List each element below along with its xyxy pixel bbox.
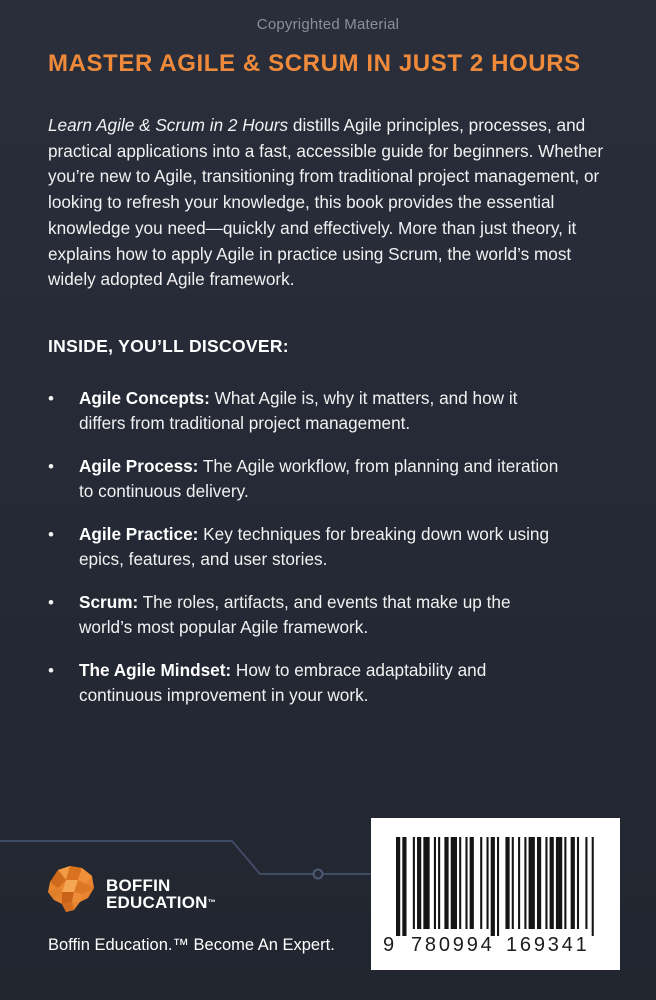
barcode-bar [438, 837, 440, 929]
barcode-bar [402, 837, 406, 936]
intro-paragraph [48, 113, 608, 293]
bullet-icon: • [48, 457, 54, 476]
bullet-term: Agile Practice: [79, 524, 199, 544]
trademark-symbol: ™ [207, 898, 216, 907]
barcode-digits [383, 934, 611, 962]
barcode-bar [417, 837, 421, 929]
headline: MASTER AGILE & SCRUM IN JUST 2 HOURS [48, 50, 581, 77]
barcode-bar [491, 837, 495, 936]
list-item [48, 522, 568, 572]
barcode-first-digit: 9 [383, 934, 396, 956]
brain-icon [44, 862, 98, 914]
bullet-text: What Agile is, why it matters, and how it differs from traditional project management. [79, 388, 518, 433]
publisher-tagline: Boffin Education.™ Become An Expert. [48, 936, 335, 954]
copyright-watermark: Copyrighted Material [256, 16, 400, 33]
circuit-node [314, 870, 323, 879]
barcode-bar [505, 837, 509, 929]
barcode-bar [577, 837, 579, 929]
barcode-bar [524, 837, 526, 929]
intro-text: distills Agile principles, processes, and practical applications into a fast, accessible guide for beginners. Whether you’re new to Agile, transitioning from traditional project management, or looking to refresh your knowledge, this book provides the essential knowledge you need—quickly and effectively. More than just theory, it explains how to apply Agile in practice using Scrum, the world’s most widely adopted Agile framework. [48, 115, 604, 290]
barcode-bar [396, 837, 400, 936]
bullet-icon: • [48, 593, 54, 612]
barcode-bars [396, 837, 598, 936]
barcode-bar [423, 837, 429, 929]
barcode-bar [592, 837, 594, 936]
barcode-bar [486, 837, 488, 929]
book-title: Learn Agile & Scrum in 2 Hours [48, 115, 289, 135]
bullet-text: The roles, artifacts, and events that make up the world’s most popular Agile framework. [79, 592, 511, 637]
barcode-bar [545, 837, 547, 929]
barcode-bar [556, 837, 562, 929]
barcode-bar [470, 837, 474, 929]
barcode-left-digits: 780994 [411, 934, 495, 956]
barcode-bar [550, 837, 554, 929]
bullet-term: Agile Process: [79, 456, 199, 476]
barcode-bar [413, 837, 415, 929]
list-item [48, 590, 568, 640]
section-title: INSIDE, YOU’LL DISCOVER: [48, 336, 289, 356]
bullet-icon: • [48, 661, 54, 680]
publisher-name-line1: BOFFIN [106, 876, 171, 895]
barcode-bar [518, 837, 520, 929]
list-item [48, 386, 568, 436]
list-item [48, 454, 568, 504]
barcode-bar [537, 837, 541, 929]
publisher-name-line2-wrap [106, 894, 216, 911]
barcode-bar [480, 837, 482, 929]
discover-list [48, 386, 568, 726]
bullet-text: The Agile workflow, from planning and iteration to continuous delivery. [79, 456, 559, 501]
barcode-bar [564, 837, 566, 929]
barcode-bar [451, 837, 457, 929]
barcode-right-digits: 169341 [506, 934, 590, 956]
bullet-term: The Agile Mindset: [79, 660, 232, 680]
barcode-bar [529, 837, 535, 929]
barcode-bar [444, 837, 448, 929]
bullet-icon: • [48, 389, 54, 408]
barcode [371, 818, 620, 970]
barcode-bar [571, 837, 575, 929]
barcode-bar [459, 837, 461, 929]
barcode-bar [465, 837, 467, 929]
bullet-icon: • [48, 525, 54, 544]
publisher-name-line2: EDUCATION [106, 893, 208, 912]
bullet-text: Key techniques for breaking down work using epics, features, and user stories. [79, 524, 550, 569]
publisher-logo-text [106, 877, 216, 911]
barcode-bar [512, 837, 514, 929]
bullet-text: How to embrace adaptability and continuous improvement in your work. [79, 660, 487, 705]
barcode-bar [497, 837, 499, 936]
barcode-bar [585, 837, 587, 929]
bullet-term: Scrum: [79, 592, 139, 612]
list-item [48, 658, 568, 708]
bullet-term: Agile Concepts: [79, 388, 210, 408]
barcode-bar [434, 837, 436, 929]
